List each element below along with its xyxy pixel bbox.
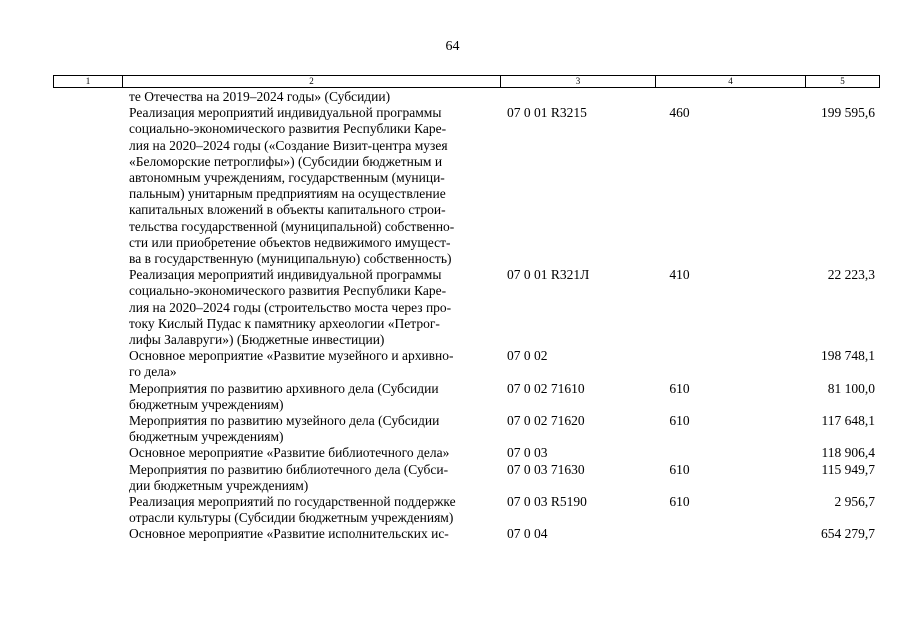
- row-amount: 198 748,1: [821, 348, 875, 364]
- column-header-4: 4: [655, 76, 805, 87]
- description-line: Основное мероприятие «Развитие библиотечного дела»: [129, 445, 450, 461]
- description-line: пальным) унитарным предприятиям на осуществление: [129, 186, 446, 202]
- row-type: 460: [669, 105, 690, 121]
- row-amount: 81 100,0: [827, 380, 875, 396]
- row-code: 07 0 03 71630: [507, 461, 585, 477]
- description-line: Мероприятия по развитию библиотечного дела (Субси-: [129, 461, 449, 477]
- row-description: [129, 413, 496, 445]
- row-type: 610: [669, 461, 690, 477]
- row-description: [129, 89, 496, 105]
- row-description: [129, 445, 496, 461]
- row-amount: 118 906,4: [821, 445, 875, 461]
- row-description: [129, 526, 496, 542]
- row-description: [129, 462, 496, 494]
- description-line: отрасли культуры (Субсидии бюджетным учреждениям): [129, 510, 454, 526]
- row-code: 07 0 01 R321Л: [507, 267, 590, 283]
- description-line: социально-экономического развития Республики Каре-: [129, 283, 447, 299]
- row-description: [129, 267, 496, 348]
- description-line: Мероприятия по развитию музейного дела (Субсидии: [129, 413, 440, 429]
- table-row: [0, 494, 905, 526]
- row-amount: 22 223,3: [827, 267, 875, 283]
- row-amount: 115 949,7: [821, 461, 875, 477]
- description-line: бюджетным учреждениям): [129, 429, 284, 445]
- row-type: 610: [669, 413, 690, 429]
- table-row: [0, 381, 905, 413]
- description-line: дии бюджетным учреждениям): [129, 477, 309, 493]
- description-line: «Беломорские петроглифы») (Субсидии бюджетным и: [129, 153, 443, 169]
- row-code: 07 0 01 R3215: [507, 105, 587, 121]
- column-header-2: 2: [122, 76, 500, 87]
- description-line: го дела»: [129, 364, 177, 380]
- description-line: Основное мероприятие «Развитие музейного и архивно-: [129, 348, 454, 364]
- description-line: лифы Залавруги») (Бюджетные инвестиции): [129, 332, 385, 348]
- column-header-row: [53, 75, 880, 88]
- table-row: [0, 348, 905, 380]
- table-row: [0, 413, 905, 445]
- table-row: [0, 89, 905, 105]
- row-description: [129, 348, 496, 380]
- row-description: [129, 494, 496, 526]
- table-row: [0, 445, 905, 461]
- table-row: [0, 105, 905, 267]
- row-description: [129, 105, 496, 267]
- column-header-3: 3: [500, 76, 655, 87]
- description-line: капитальных вложений в объекты капитального строи-: [129, 202, 446, 218]
- row-amount: 117 648,1: [821, 413, 875, 429]
- description-line: Мероприятия по развитию архивного дела (Субсидии: [129, 380, 439, 396]
- row-type: 610: [669, 380, 690, 396]
- row-code: 07 0 02 71610: [507, 380, 585, 396]
- description-line: лия на 2020–2024 годы («Создание Визит-центра музея: [129, 137, 448, 153]
- description-line: бюджетным учреждениям): [129, 396, 284, 412]
- row-code: 07 0 04: [507, 526, 548, 542]
- row-amount: 654 279,7: [821, 526, 875, 542]
- table-row: [0, 526, 905, 542]
- row-code: 07 0 02 71620: [507, 413, 585, 429]
- row-type: 410: [669, 267, 690, 283]
- description-line: ва в государственную (муниципальную) собственность): [129, 251, 452, 267]
- description-line: Основное мероприятие «Развитие исполнительских ис-: [129, 526, 449, 542]
- row-code: 07 0 03 R5190: [507, 494, 587, 510]
- description-line: автономным учреждениям, государственным (муници-: [129, 170, 445, 186]
- column-header-5: 5: [805, 76, 880, 87]
- row-description: [129, 381, 496, 413]
- row-code: 07 0 02: [507, 348, 548, 364]
- table-body: [0, 89, 905, 543]
- description-line: лия на 2020–2024 годы (строительство моста через про-: [129, 299, 452, 315]
- row-type: 610: [669, 494, 690, 510]
- row-code: 07 0 03: [507, 445, 548, 461]
- row-amount: 199 595,6: [821, 105, 875, 121]
- column-header-1: 1: [53, 76, 122, 87]
- description-line: току Кислый Пудас к памятнику археологии «Петрог-: [129, 315, 440, 331]
- description-line: Реализация мероприятий по государственной поддержке: [129, 494, 456, 510]
- description-line: Реализация мероприятий индивидуальной программы: [129, 267, 442, 283]
- description-line: социально-экономического развития Республики Каре-: [129, 121, 447, 137]
- description-line: Реализация мероприятий индивидуальной программы: [129, 105, 442, 121]
- page-number: 64: [445, 39, 460, 54]
- row-amount: 2 956,7: [834, 494, 875, 510]
- description-line: те Отечества на 2019–2024 годы» (Субсидии): [129, 89, 391, 104]
- table-row: [0, 267, 905, 348]
- description-line: тельства государственной (муниципальной) собственно-: [129, 218, 455, 234]
- table-row: [0, 462, 905, 494]
- description-line: сти или приобретение объектов недвижимого имущест-: [129, 234, 451, 250]
